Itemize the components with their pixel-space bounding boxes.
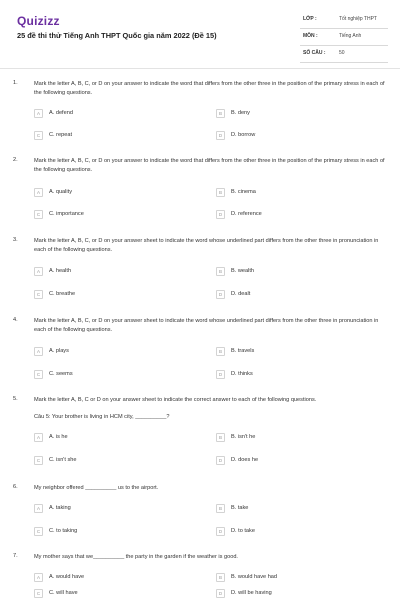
question-text: Mark the letter A, B, C, or D on your answer to indicate the word that differs from the other three in the position of the primary stress in each of the following questions. (34, 81, 385, 96)
option-letter-box: A (34, 573, 43, 582)
option-text: D. thinks (231, 371, 253, 377)
question-number: 7. (13, 553, 18, 559)
option-text: D. reference (231, 211, 262, 217)
meta-label: MÔN : (303, 33, 318, 39)
document-title: 25 đề thi thử Tiếng Anh THPT Quốc gia năm 2022 (Đề 15) (17, 31, 217, 40)
option-text: D. does he (231, 457, 259, 463)
option-text: D. dealt (231, 291, 251, 297)
option-text: A. health (49, 268, 72, 274)
option-text: A. would have (49, 574, 85, 580)
option-text: A. is he (49, 434, 68, 440)
option-letter-box: D (216, 131, 225, 140)
option-letter-box: D (216, 527, 225, 536)
option-letter-box: B (216, 188, 225, 197)
option-letter-box: C (34, 131, 43, 140)
question-number: 4. (13, 317, 18, 323)
question-text: My neighbor offered __________ us to the airport. (34, 485, 159, 491)
option-text: C. seems (49, 371, 73, 377)
option-letter-box: D (216, 589, 225, 598)
meta-value: Tốt nghiệp THPT (339, 16, 377, 22)
option-letter-box: A (34, 188, 43, 197)
option-letter-box: D (216, 210, 225, 219)
option-text: B. wealth (231, 268, 255, 274)
option-text: B. take (231, 505, 249, 511)
option-letter-box: A (34, 267, 43, 276)
option-text: C. isn't she (49, 457, 77, 463)
option-letter-box: B (216, 267, 225, 276)
option-text: C. importance (49, 211, 84, 217)
option-text: A. taking (49, 505, 71, 511)
option-text: D. to take (231, 528, 255, 534)
meta-row-count (300, 46, 388, 63)
option-text: B. isn't he (231, 434, 256, 440)
meta-row-subject (300, 29, 388, 46)
option-text: B. cinema (231, 189, 256, 195)
question-text: My mother says that we__________ the party in the garden if the weather is good. (34, 554, 238, 560)
option-letter-box: B (216, 433, 225, 442)
option-letter-box: A (34, 433, 43, 442)
option-letter-box: B (216, 347, 225, 356)
option-letter-box: C (34, 210, 43, 219)
option-letter-box: A (34, 109, 43, 118)
question-number: 3. (13, 237, 18, 243)
option-letter-box: A (34, 504, 43, 513)
question-text: Mark the letter A, B, C, or D on your answer sheet to indicate the word whose underlined part differs from the other three in pronunciation in each of the following questions. (34, 238, 379, 253)
meta-value: Tiếng Anh (339, 33, 362, 39)
option-text: C. breathe (49, 291, 76, 297)
option-letter-box: B (216, 573, 225, 582)
question-subtext: Câu 5: Your brother is living in HCM city, __________? (34, 414, 170, 420)
option-text: C. repeat (49, 132, 73, 138)
option-letter-box: D (216, 370, 225, 379)
option-text: A. quality (49, 189, 73, 195)
option-letter-box: C (34, 370, 43, 379)
option-text: B. travels (231, 348, 255, 354)
option-letter-box: C (34, 589, 43, 598)
option-letter-box: D (216, 456, 225, 465)
option-text: D. will be having (231, 590, 272, 596)
header-divider (0, 68, 400, 69)
option-text: A. plays (49, 348, 69, 354)
question-number: 6. (13, 484, 18, 490)
option-letter-box: C (34, 290, 43, 299)
meta-table (300, 12, 388, 63)
question-number: 5. (13, 396, 18, 402)
option-letter-box: C (34, 456, 43, 465)
question-text: Mark the letter A, B, C or D on your answer sheet to indicate the correct answer to each of the following questions. (34, 397, 317, 403)
option-letter-box: B (216, 109, 225, 118)
option-text: B. deny (231, 110, 250, 116)
question-number: 2. (13, 157, 18, 163)
meta-label: SỐ CÂU : (303, 50, 326, 56)
meta-value: 50 (339, 50, 345, 56)
question-number: 1. (13, 80, 18, 86)
option-text: B. would have had (231, 574, 278, 580)
option-text: C. to taking (49, 528, 78, 534)
option-text: A. defend (49, 110, 73, 116)
option-text: D. borrow (231, 132, 256, 138)
meta-label: LỚP : (303, 16, 317, 22)
option-text: C. will have (49, 590, 78, 596)
meta-row-class (300, 12, 388, 29)
option-letter-box: C (34, 527, 43, 536)
option-letter-box: D (216, 290, 225, 299)
option-letter-box: A (34, 347, 43, 356)
quizizz-logo: Quizizz (17, 14, 60, 28)
page-header (0, 0, 400, 70)
question-text: Mark the letter A, B, C, or D on your answer to indicate the word that differs from the other three in the position of the primary stress in each of the following questions. (34, 158, 385, 173)
question-text: Mark the letter A, B, C, or D on your answer sheet to indicate the word whose underlined part differs from the other three in pronunciation in each of the following questions. (34, 318, 379, 333)
option-letter-box: B (216, 504, 225, 513)
